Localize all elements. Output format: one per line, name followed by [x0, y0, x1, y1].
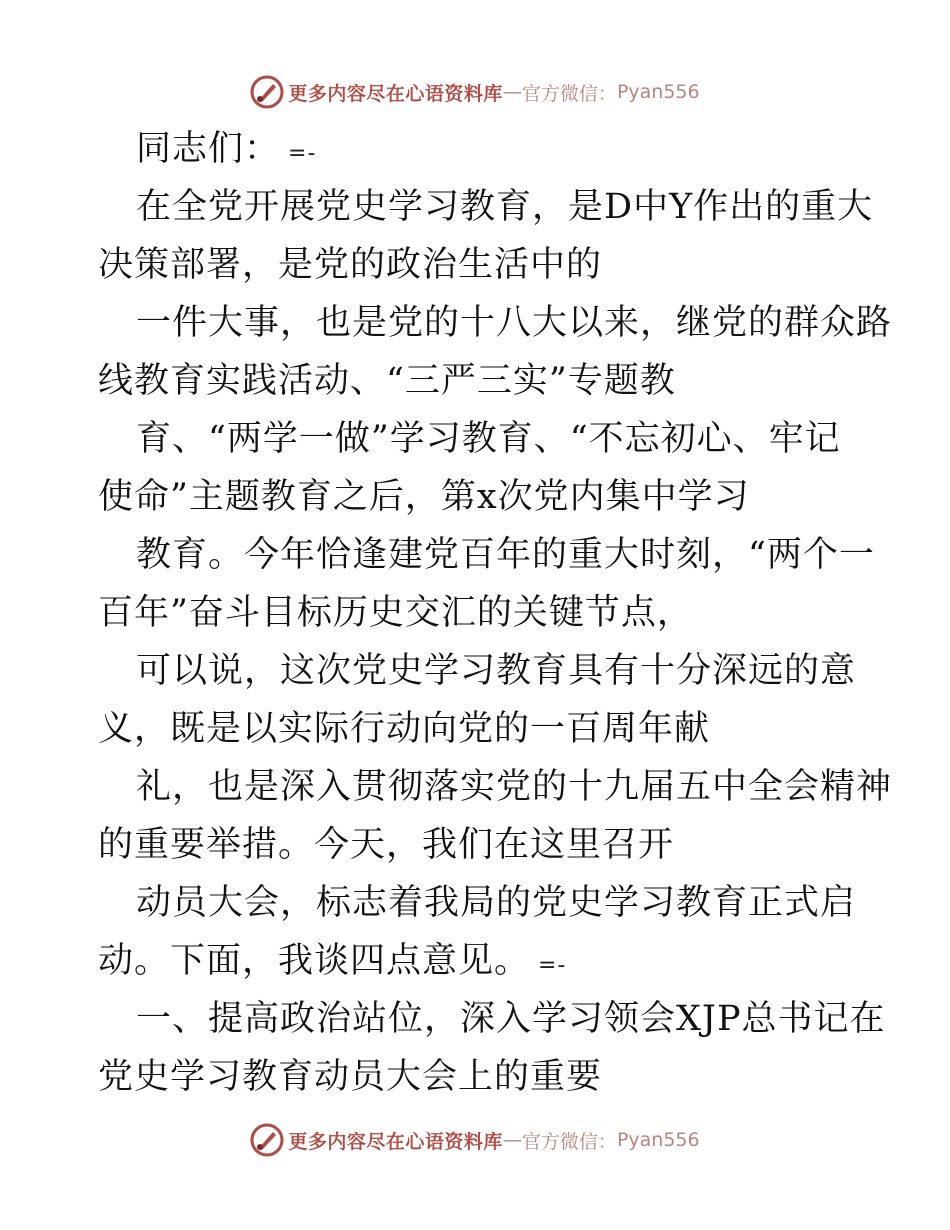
line-text: 在全党开展党史学习教育，是D中Y作出的重大 — [136, 187, 874, 227]
watermark-main-text: 更多内容尽在心语资料库 — [288, 1130, 503, 1153]
line-text: 使命”主题教育之后，第x次党内集中学习 — [98, 477, 750, 517]
text-line — [98, 120, 858, 178]
watermark-handle: Pyan556 — [616, 1129, 700, 1151]
line-mark: =- — [288, 141, 317, 166]
watermark-handle: Pyan556 — [616, 81, 700, 103]
line-text: 义，既是以实际行动向党的一百周年献 — [98, 709, 711, 749]
text-line — [98, 584, 858, 642]
line-text: 动。下面，我谈四点意见。 — [98, 941, 531, 981]
document-body — [98, 120, 893, 1106]
text-line — [98, 816, 858, 874]
text-line — [98, 932, 858, 990]
text-line — [98, 700, 858, 758]
watermark-label: 官方微信： — [521, 1130, 617, 1153]
line-text: 决策部署，是党的政治生活中的 — [98, 245, 603, 285]
line-text: 育、“两学一做”学习教育、“不忘初心、牢记 — [136, 419, 841, 459]
text-line — [98, 1048, 858, 1106]
quill-logo-icon — [250, 75, 284, 109]
line-text: 一、提高政治站位，深入学习领会XJP总书记在 — [136, 999, 886, 1039]
line-text: 教育。今年恰逢建党百年的重大时刻，“两个一 — [136, 535, 875, 575]
watermark-dash: — — [502, 1129, 522, 1151]
quill-logo-icon — [250, 1123, 284, 1157]
line-text: 党史学习教育动员大会上的重要 — [98, 1057, 603, 1097]
text-line — [98, 352, 858, 410]
line-mark: =- — [538, 953, 567, 978]
line-text: 线教育实践活动、“三严三实”专题教 — [98, 361, 676, 401]
line-text: 同志们： — [136, 129, 281, 169]
watermark-dash: — — [502, 81, 522, 103]
watermark-label: 官方微信： — [521, 82, 617, 105]
line-text: 的重要举措。今天，我们在这里召开 — [98, 825, 675, 865]
text-line — [98, 526, 875, 584]
line-text: 动员大会，标志着我局的党史学习教育正式启 — [136, 883, 857, 923]
text-line — [98, 294, 893, 352]
text-line — [98, 758, 893, 816]
text-line — [98, 178, 874, 236]
header-watermark — [0, 72, 950, 112]
text-line — [98, 236, 858, 294]
text-line — [98, 410, 858, 468]
line-text: 可以说，这次党史学习教育具有十分深远的意 — [136, 651, 857, 691]
line-text: 百年”奋斗目标历史交汇的关键节点， — [98, 593, 693, 633]
text-line — [98, 468, 858, 526]
text-line — [98, 874, 858, 932]
text-line — [98, 990, 886, 1048]
line-text: 礼，也是深入贯彻落实党的十九届五中全会精神 — [136, 767, 893, 807]
text-line — [98, 642, 858, 700]
footer-watermark — [0, 1120, 950, 1160]
watermark-main-text: 更多内容尽在心语资料库 — [288, 82, 503, 105]
line-text: 一件大事，也是党的十八大以来，继党的群众路 — [136, 303, 893, 343]
